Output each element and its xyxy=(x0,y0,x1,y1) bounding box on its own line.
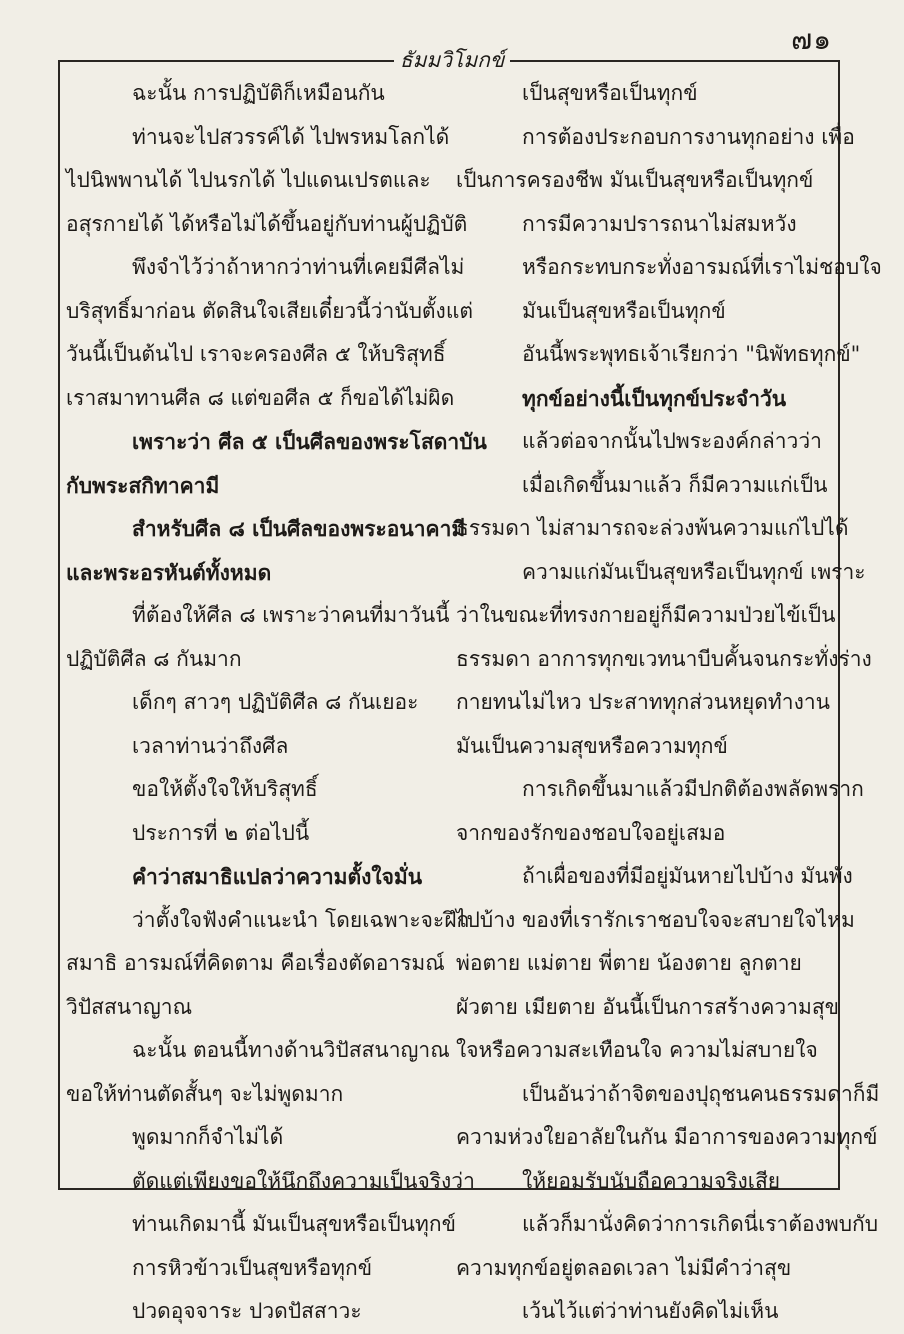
left-text-line: เด็กๆ สาวๆ ปฏิบัติศีล ๘ กันเยอะ xyxy=(132,690,419,714)
right-text-line: ให้ยอมรับนับถือความจริงเสีย xyxy=(522,1168,781,1193)
right-text-line: ไปบ้าง ของที่เรารักเราชอบใจจะสบายใจไหม xyxy=(456,907,855,932)
right-text-line: ความทุกข์อยู่ตลอดเวลา ไม่มีคำว่าสุข xyxy=(456,1255,792,1280)
header-title: ธัมมวิโมกข์ xyxy=(394,48,511,72)
right-text-line: มันเป็นสุขหรือเป็นทุกข์ xyxy=(522,298,726,323)
left-text-line: พึงจำไว้ว่าถ้าหากว่าท่านที่เคยมีศีลไม่ xyxy=(132,255,465,279)
left-text-line: ปฏิบัติศีล ๘ กันมาก xyxy=(66,646,242,671)
right-text-line: ผัวตาย เมียตาย อันนี้เป็นการสร้างความสุข xyxy=(456,994,840,1019)
right-text-line: ธรรมดา ไม่สามารถจะล่วงพ้นความแก่ไปได้ xyxy=(456,516,849,540)
right-text-line: ความห่วงใยอาลัยในกัน มีอาการของความทุกข์ xyxy=(456,1125,878,1149)
left-text-line: พูดมากก็จำไม่ได้ xyxy=(132,1125,284,1149)
left-text-line: สำหรับศีล ๘ เป็นศีลของพระอนาคามี xyxy=(132,516,466,541)
left-text-line: สมาธิ อารมณ์ที่คิดตาม คือเรื่องตัดอารมณ์ xyxy=(66,951,445,975)
right-text-line: จากของรักของชอบใจอยู่เสมอ xyxy=(456,820,726,845)
right-text-line: เป็นการครองชีพ มันเป็นสุขหรือเป็นทุกข์ xyxy=(456,168,814,192)
left-text-line: ประการที่ ๒ ต่อไปนี้ xyxy=(132,820,310,845)
right-text-line: เป็นสุขหรือเป็นทุกข์ xyxy=(522,81,698,105)
right-text-line: แล้วก็มานั่งคิดว่าการเกิดนี่เราต้องพบกับ xyxy=(522,1212,879,1236)
right-text-line: หรือกระทบกระทั่งอารมณ์ที่เราไม่ชอบใจ xyxy=(522,255,882,279)
left-text-line: ท่านเกิดมานี้ มันเป็นสุขหรือเป็นทุกข์ xyxy=(132,1212,456,1236)
right-text-line: การต้องประกอบการงานทุกอย่าง เพื่อ xyxy=(522,124,855,149)
right-text-line: ธรรมดา อาการทุกขเวทนาบีบคั้นจนกระทั่งร่าง xyxy=(456,646,872,671)
left-text-line: วิปัสสนาญาณ xyxy=(66,994,193,1019)
left-text-line: ว่าตั้งใจฟังคำแนะนำ โดยเฉพาะจะฝึก xyxy=(132,907,470,932)
right-text-line: เป็นอันว่าถ้าจิตของปุถุชนคนธรรมดาก็มี xyxy=(522,1081,880,1106)
left-text-line: เพราะว่า ศีล ๕ เป็นศีลของพระโสดาบัน xyxy=(132,429,487,454)
left-text-line: ขอให้ตั้งใจให้บริสุทธิ์ xyxy=(132,777,318,801)
left-text-line: และพระอรหันต์ทั้งหมด xyxy=(66,559,272,585)
left-text-line: ฉะนั้น การปฏิบัติก็เหมือนกัน xyxy=(132,81,385,105)
running-header xyxy=(0,46,904,74)
right-text-line: เว้นไว้แต่ว่าท่านยังคิดไม่เห็น xyxy=(522,1299,779,1323)
right-text-column xyxy=(456,72,882,1334)
right-text-line: กายทนไม่ไหว ประสาททุกส่วนหยุดทำงาน xyxy=(456,690,830,714)
right-text-line: ทุกข์อย่างนี้เป็นทุกข์ประจำวัน xyxy=(522,385,787,411)
left-text-line: บริสุทธิ์มาก่อน ตัดสินใจเสียเดี๋ยวนี้ว่านับตั้งแต่ xyxy=(66,298,473,323)
right-text-line: ว่าในขณะที่ทรงกายอยู่ก็มีความป่วยไข้เป็น xyxy=(456,603,836,627)
right-text-line: อันนี้พระพุทธเจ้าเรียกว่า "นิพัทธทุกข์" xyxy=(522,342,861,366)
left-text-line: ตัดแต่เพียงขอให้นึกถึงความเป็นจริงว่า xyxy=(132,1168,475,1193)
left-text-line: ขอให้ท่านตัดสั้นๆ จะไม่พูดมาก xyxy=(66,1081,344,1106)
left-text-line: เวลาท่านว่าถึงศีล xyxy=(132,733,289,758)
left-text-line: การหิวข้าวเป็นสุขหรือทุกข์ xyxy=(132,1255,373,1280)
right-text-line: ถ้าเผื่อของที่มีอยู่มันหายไปบ้าง มันพัง xyxy=(522,864,853,888)
left-text-column xyxy=(66,72,487,1334)
left-text-line: ปวดอุจจาระ ปวดปัสสาวะ xyxy=(132,1299,362,1323)
right-text-line: ใจหรือความสะเทือนใจ ความไม่สบายใจ xyxy=(456,1038,818,1062)
left-text-line: อสุรกายได้ ได้หรือไม่ได้ขึ้นอยู่กับท่านผู้ปฏิบัติ xyxy=(66,211,468,236)
left-text-line: ฉะนั้น ตอนนี้ทางด้านวิปัสสนาญาณ xyxy=(132,1038,450,1062)
left-text-line: เราสมาทานศีล ๘ แต่ขอศีล ๕ ก็ขอได้ไม่ผิด xyxy=(66,385,455,410)
left-text-line: คำว่าสมาธิแปลว่าความตั้งใจมั่น xyxy=(132,864,423,889)
right-text-line: มันเป็นความสุขหรือความทุกข์ xyxy=(456,733,728,758)
right-text-line: การเกิดขึ้นมาแล้วมีปกติต้องพลัดพราก xyxy=(522,777,864,801)
right-text-line: เมื่อเกิดขึ้นมาแล้ว ก็มีความแก่เป็น xyxy=(522,472,828,497)
left-text-line: ท่านจะไปสวรรค์ได้ ไปพรหมโลกได้ xyxy=(132,124,450,149)
left-text-line: ไปนิพพานได้ ไปนรกได้ ไปแดนเปรตและ xyxy=(66,168,431,192)
page-number: ๗๑ xyxy=(791,23,832,56)
right-text-line: แล้วต่อจากนั้นไปพระองค์กล่าวว่า xyxy=(522,429,822,453)
right-text-line: การมีความปรารถนาไม่สมหวัง xyxy=(522,211,797,236)
right-text-line: พ่อตาย แม่ตาย พี่ตาย น้องตาย ลูกตาย xyxy=(456,951,802,975)
left-text-line: กับพระสกิทาคามี xyxy=(66,472,220,498)
left-text-line: ที่ต้องให้ศีล ๘ เพราะว่าคนที่มาวันนี้ xyxy=(132,603,450,627)
right-text-line: ความแก่มันเป็นสุขหรือเป็นทุกข์ เพราะ xyxy=(522,559,866,584)
left-text-line: วันนี้เป็นต้นไป เราจะครองศีล ๕ ให้บริสุทธิ์ xyxy=(66,342,446,366)
